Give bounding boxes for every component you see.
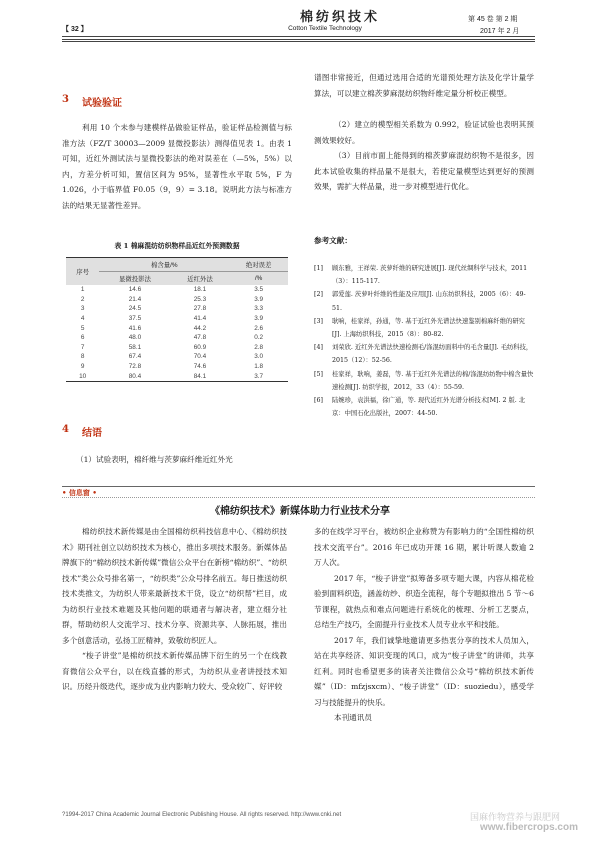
news-paragraph: 本刊通讯员 xyxy=(334,713,372,722)
table-cell: 41.4 xyxy=(193,315,207,323)
reference-item xyxy=(314,368,534,394)
table-cell: 41.6 xyxy=(128,324,142,332)
reference-text: 陆婉珍，袁洪福，徐广通，等. 现代近红外光谱分析技术[M]. 2 版. 北京：中国石化出版社，2007：44-50. xyxy=(332,397,526,418)
table-cell: 0.2 xyxy=(254,334,264,342)
watermark-cn: 国麻作物营养与跟肥网 xyxy=(470,812,561,822)
table-row xyxy=(66,362,288,372)
table-cell: 48.0 xyxy=(128,334,142,342)
table-cell: 2.6 xyxy=(254,324,264,332)
news-paragraph: 2017 年，我们诚挚地邀请更多热衷分享的技术人员加入，站在共享经济、知识变现的风口，成为“梭子讲堂”的讲师，共享红利。同时也希望更多的读者关注微信公众号“棉纺织技术新传媒”（ID：mfzjsxcm）、“梭子讲堂”（ID：suoziedu），感受学习与技能提升的快乐。 xyxy=(314,635,534,707)
table-row xyxy=(66,285,288,295)
page-number: 【 32 】 xyxy=(62,26,88,33)
issue-date: 2017 年 2 月 xyxy=(480,28,520,35)
table-cell: 7 xyxy=(80,343,85,351)
table-cell: 14.6 xyxy=(128,286,142,294)
header-abs-err: 绝对误差 xyxy=(229,258,288,272)
table-cell: 84.1 xyxy=(171,371,230,381)
table-cell: 3.9 xyxy=(254,315,264,323)
table-cell: 9 xyxy=(80,363,85,371)
table-cell: 10 xyxy=(66,371,99,381)
conclusion-item-2: （2）建立的模型相关系数为 0.992，验证试验也表明其预测效果较好。 xyxy=(314,120,534,145)
table-cell: 58.1 xyxy=(128,343,142,351)
references-list xyxy=(314,262,534,420)
section-4-body: （1）试验表明，棉纤维与茨萝麻纤维近红外光 xyxy=(76,455,233,464)
table-cell: 47.8 xyxy=(193,334,207,342)
table-cell: 1 xyxy=(80,286,85,294)
reference-number: [5] xyxy=(314,370,323,378)
reference-number: [1] xyxy=(314,265,323,272)
table-cell: 5 xyxy=(80,324,85,332)
header-seq: 序号 xyxy=(66,258,99,286)
table-cell: 67.4 xyxy=(128,353,142,361)
table-caption: 表 1 棉麻混纺纺织物样品近红外预测数据 xyxy=(114,242,240,250)
watermark: www.fibercrops.com xyxy=(480,822,578,833)
header-rule xyxy=(62,36,535,42)
table-cell: 72.8 xyxy=(128,363,142,371)
table-cell: 2.8 xyxy=(254,343,264,351)
reference-text: 郭爱莲. 茨萝叶纤维的性能及应用[J]. 山东纺织科技，2005（6）：49-51. xyxy=(332,291,526,312)
table-cell: 6 xyxy=(80,334,85,342)
table-cell: 4 xyxy=(80,315,85,323)
table-cell: 25.3 xyxy=(193,295,207,303)
table-cell: 3.5 xyxy=(254,286,264,294)
section-4-number: 4 xyxy=(62,424,69,435)
table-cell: 74.6 xyxy=(193,363,207,371)
reference-number: [2] xyxy=(314,291,323,299)
section-4-title: 结语 xyxy=(82,428,102,439)
table-cell: 60.9 xyxy=(193,343,207,351)
header-cotton-content: 棉含量/% xyxy=(99,258,229,272)
section-3-title: 试验验证 xyxy=(82,98,122,109)
reference-item xyxy=(314,394,534,420)
reference-number: [3] xyxy=(314,317,323,325)
table-cell: 1.8 xyxy=(254,363,264,371)
news-bar xyxy=(62,486,535,498)
header-micro: 显微投影法 xyxy=(99,272,170,286)
news-right-column xyxy=(314,524,534,726)
table-row xyxy=(66,343,288,353)
section-3-body: 利用 10 个未参与建模样品做验证样品，验证样品检测值与标准方法（FZ/T 30003—2009 显微投影法）测得值见表 1。由表 1 可知，近红外测试法与显微投影法的绝对误差在（—5%，5%）以内，方差分析可知，置信区间为 95%，显著性水平取 5%，F 为 1.026，小于临界值 F0.05（9，9）= 3.18。说明此方法与标准方法的结果无显著性差异。 xyxy=(62,123,292,210)
table-cell: 2 xyxy=(80,295,85,303)
table-cell: 24.5 xyxy=(128,305,142,313)
news-title: 《棉纺织技术》新媒体助力行业技术分享 xyxy=(210,506,390,517)
news-paragraph: 2017 年，“梭子讲堂”拟筹备多项专题大课，内容从棉花检验到面料织造，涵盖纺纱、织造全流程，每个专题拟推出 5 节～6 节课程，就热点和难点问题进行系统化的梳理、分析工艺要点，总结生产技巧，全面提升行业技术人员专业水平和技能。 xyxy=(314,573,534,629)
conclusion-cont: 谱图非常接近，但通过选用合适的光谱预处理方法及化学计量学算法，可以建立棉茨萝麻混纺织物纤维定量分析校正模型。 xyxy=(314,73,534,98)
reference-item xyxy=(314,315,534,341)
journal-title: 棉纺织技术 xyxy=(299,10,380,25)
conclusion-item-3: （3）目前市面上能得到的棉茨萝麻混纺织物不是很多，因此本试验收集的样品量不是很大，若使定量模型达到更好的预测效果，需扩大样品量，进一步对模型进行优化。 xyxy=(314,151,534,191)
reference-item xyxy=(314,341,534,367)
data-table xyxy=(66,257,288,382)
table-row xyxy=(66,304,288,314)
references-title: 参考文献： xyxy=(314,236,352,245)
header-nir: 近红外法 xyxy=(171,272,230,286)
table-row xyxy=(66,314,288,324)
table-cell: 70.4 xyxy=(193,353,207,361)
table-cell: 3.0 xyxy=(254,353,264,361)
table-cell: 44.2 xyxy=(193,324,207,332)
table-cell: 3.9 xyxy=(254,295,264,303)
table-row xyxy=(66,323,288,333)
copyright-footer: ?1994-2017 China Academic Journal Electronic Publishing House. All rights reserved. http://www.cnki.net xyxy=(62,812,342,818)
news-paragraph: 多的在线学习平台，被纺织企业称赞为有影响力的“全国性棉纺织技术交流平台”。2016 年已成功开课 16 期，累计听课人数逾 2 万人次。 xyxy=(314,527,534,567)
table-row xyxy=(66,371,288,381)
table-row xyxy=(66,352,288,362)
table-row xyxy=(66,333,288,343)
table-cell: 3.3 xyxy=(254,305,264,313)
news-paragraph: “梭子讲堂”是棉纺织技术新传媒品牌下衍生的另一个在线教育微信公众平台，以在线直播的形式，为纺织从业者讲授技术知识。历经升级迭代，逐步成为业内影响力较大、受众较广、好评较 xyxy=(62,651,287,691)
news-tag: • 信息窗 • xyxy=(62,488,97,497)
reference-text: 顾东雅，王祥荣. 茨萝纤维的研究进展[J]. 现代丝绸科学与技术，2011（3）：115-117. xyxy=(332,265,528,286)
table-cell: 80.4 xyxy=(99,371,170,381)
reference-text: 桂家祥，耿响，姜磊，等. 基于近红外光谱法的棉/涤混纺纺物中棉含量快速检测[J]. 纺织学报，2012，33（4）：55-59. xyxy=(332,370,534,391)
table-row xyxy=(66,295,288,305)
table-cell: 3.7 xyxy=(229,371,288,381)
table-cell: 3 xyxy=(80,305,85,313)
news-paragraph: 棉纺织技术新传媒是由全国棉纺织科技信息中心、《棉纺织技术》期刊社创立以纺织技术为核心，推出多项技术服务。新媒体品牌旗下的“棉纺织技术新传媒”微信公众平台在新榜“棉纺织”、“纺织技术”类公众号排名第一，“纺织类”公众号排名前五。每日推送纺织技术类推文，为纺织人带来最新技术干货，设立“纺织帮”栏目，成为纺织行业技术难题及其他问题的联通者与解决者，建立细分社群，帮助纺织人交流学习、技术分享、资源共享、人脉拓展，推出多个创意活动，弘扬工匠精神，致敬纺织匠人。 xyxy=(62,527,287,645)
section-3-number: 3 xyxy=(62,94,69,105)
reference-number: [6] xyxy=(314,397,323,405)
table-cell: 8 xyxy=(80,353,85,361)
reference-item xyxy=(314,262,534,288)
table-cell: 21.4 xyxy=(128,295,142,303)
volume-issue: 第 45 卷 第 2 期 xyxy=(468,16,518,23)
news-left-column xyxy=(62,524,287,695)
reference-text: 耿响，桂家祥，孙通，等. 基于近红外光谱法快速鉴别棉麻纤维的研究[J]. 上海纺织科技，2015（8）：80-82. xyxy=(332,317,525,339)
reference-number: [4] xyxy=(314,344,323,352)
table-cell: 18.1 xyxy=(193,286,207,294)
reference-item xyxy=(314,288,534,314)
header-abs-err-unit: /% xyxy=(229,272,288,286)
journal-english-title: Cotton Textile Technology xyxy=(288,25,362,32)
table-cell: 37.5 xyxy=(128,315,142,323)
reference-text: 刘荣欣. 近红外光谱法快速检测毛/涤混纺面料中的毛含量[J]. 毛纺科技，2015（12）：52-56. xyxy=(332,344,533,365)
table-cell: 27.8 xyxy=(193,305,207,313)
